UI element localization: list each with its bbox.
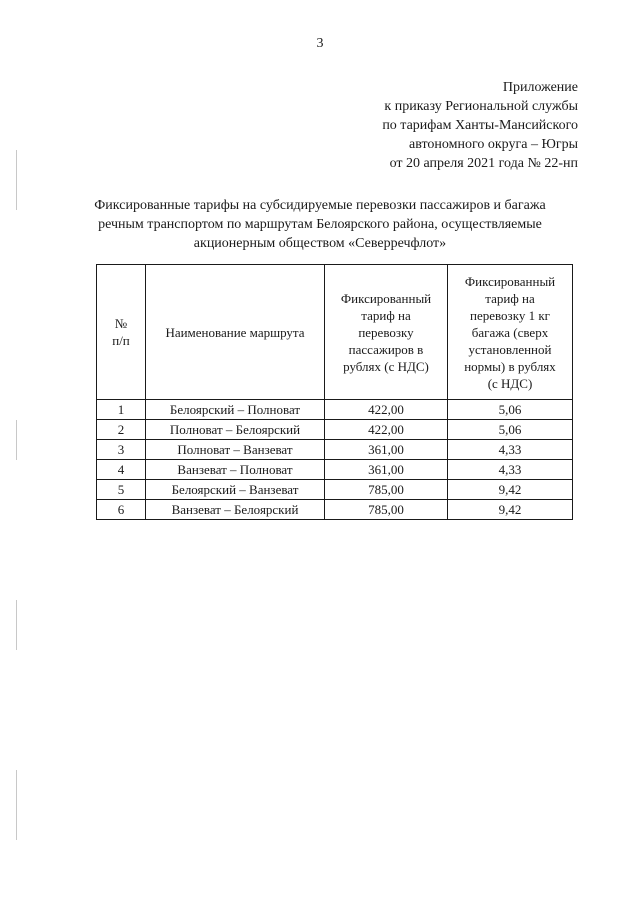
table-row bbox=[97, 480, 573, 500]
table-row bbox=[97, 400, 573, 420]
cell-baggage-tariff: 9,42 bbox=[448, 480, 573, 500]
cell-baggage-tariff: 5,06 bbox=[448, 420, 573, 440]
header-line: Фиксированный bbox=[340, 290, 432, 306]
header-line: № bbox=[114, 316, 128, 331]
table-row bbox=[97, 440, 573, 460]
cell-num: 4 bbox=[97, 460, 146, 480]
header-line: перевозку 1 кг bbox=[470, 307, 550, 323]
table-row bbox=[97, 460, 573, 480]
title-line: акционерным обществом «Северречфлот» bbox=[193, 236, 447, 251]
table-row bbox=[97, 420, 573, 440]
scan-margin-mark bbox=[16, 600, 17, 650]
header-line: перевозку bbox=[358, 324, 414, 340]
table-row bbox=[97, 500, 573, 520]
appendix-line: от 20 апреля 2021 года № 22-нп bbox=[389, 156, 578, 171]
header-line: Фиксированный bbox=[464, 273, 556, 289]
cell-passenger-tariff: 422,00 bbox=[325, 400, 448, 420]
cell-passenger-tariff: 785,00 bbox=[325, 500, 448, 520]
header-line: тариф на bbox=[485, 290, 535, 306]
cell-num: 5 bbox=[97, 480, 146, 500]
appendix-line: к приказу Региональной службы bbox=[384, 99, 578, 114]
cell-route: Белоярский – Ванзеват bbox=[146, 480, 325, 500]
cell-passenger-tariff: 361,00 bbox=[325, 440, 448, 460]
scan-margin-mark bbox=[16, 150, 17, 210]
cell-num: 1 bbox=[97, 400, 146, 420]
header-num bbox=[97, 265, 146, 400]
cell-baggage-tariff: 9,42 bbox=[448, 500, 573, 520]
header-line: Наименование маршрута bbox=[165, 324, 305, 340]
document-title bbox=[60, 196, 580, 253]
cell-route: Ванзеват – Белоярский bbox=[146, 500, 325, 520]
appendix-line: автономного округа – Югры bbox=[409, 137, 578, 152]
scan-margin-mark bbox=[16, 420, 17, 460]
header-line: п/п bbox=[112, 333, 130, 348]
title-line: речным транспортом по маршрутам Белоярского района, осуществляемые bbox=[98, 217, 542, 232]
cell-route: Белоярский – Полноват bbox=[146, 400, 325, 420]
cell-route: Полноват – Ванзеват bbox=[146, 440, 325, 460]
header-line: установленной bbox=[468, 341, 552, 357]
cell-baggage-tariff: 4,33 bbox=[448, 440, 573, 460]
cell-num: 6 bbox=[97, 500, 146, 520]
cell-passenger-tariff: 422,00 bbox=[325, 420, 448, 440]
appendix-block bbox=[382, 78, 578, 173]
cell-route: Ванзеват – Полноват bbox=[146, 460, 325, 480]
header-line: рублях (с НДС) bbox=[343, 358, 429, 374]
header-line: нормы) в рублях bbox=[464, 358, 556, 374]
cell-passenger-tariff: 361,00 bbox=[325, 460, 448, 480]
header-passenger-tariff bbox=[325, 265, 448, 400]
tariff-table bbox=[96, 264, 573, 520]
cell-passenger-tariff: 785,00 bbox=[325, 480, 448, 500]
header-route bbox=[146, 265, 325, 400]
appendix-line: Приложение bbox=[502, 80, 578, 95]
page-number: 3 bbox=[316, 36, 324, 51]
cell-route: Полноват – Белоярский bbox=[146, 420, 325, 440]
cell-num: 3 bbox=[97, 440, 146, 460]
cell-num: 2 bbox=[97, 420, 146, 440]
header-line: пассажиров в bbox=[348, 341, 424, 357]
title-line: Фиксированные тарифы на субсидируемые перевозки пассажиров и багажа bbox=[94, 198, 546, 213]
header-line: багажа (сверх bbox=[471, 324, 549, 340]
header-line: тариф на bbox=[361, 307, 411, 323]
cell-baggage-tariff: 5,06 bbox=[448, 400, 573, 420]
header-baggage-tariff bbox=[448, 265, 573, 400]
cell-baggage-tariff: 4,33 bbox=[448, 460, 573, 480]
header-line: (с НДС) bbox=[487, 375, 533, 391]
appendix-line: по тарифам Ханты-Мансийского bbox=[382, 118, 578, 133]
scan-margin-mark bbox=[16, 770, 17, 840]
table-header-row bbox=[97, 265, 573, 400]
